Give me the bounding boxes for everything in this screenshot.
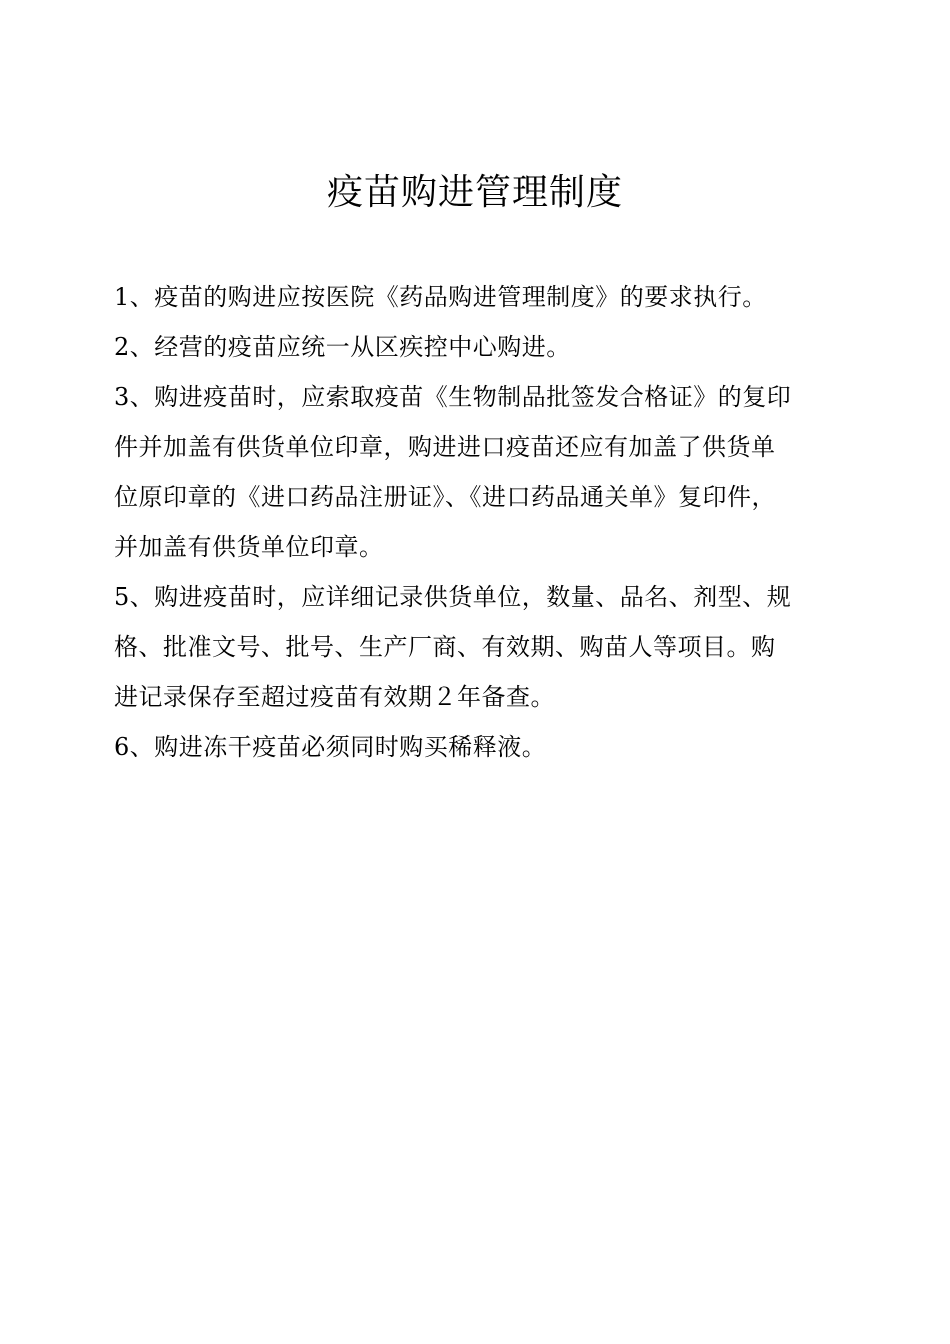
document-body (114, 272, 824, 772)
paragraph-3 (114, 372, 824, 572)
paragraph-line: 5、购进疫苗时，应详细记录供货单位，数量、品名、剂型、规 (114, 583, 792, 611)
paragraph-line: 进记录保存至超过疫苗有效期２年备查。 (114, 683, 555, 711)
paragraph-line: 并加盖有供货单位印章。 (114, 533, 384, 561)
paragraph-line: 2、经营的疫苗应统一从区疾控中心购进。 (114, 333, 571, 361)
paragraph-line: 6、购进冻干疫苗必须同时购买稀释液。 (114, 733, 547, 761)
paragraph-line: 3、购进疫苗时，应索取疫苗《生物制品批签发合格证》的复印 (114, 383, 792, 411)
paragraph-2 (114, 322, 824, 372)
paragraph-6 (114, 722, 824, 772)
paragraph-1 (114, 272, 824, 322)
paragraph-line: 格、批准文号、批号、生产厂商、有效期、购苗人等项目。购 (114, 633, 776, 661)
paragraph-line: 件并加盖有供货单位印章，购进进口疫苗还应有加盖了供货单 (114, 433, 776, 461)
paragraph-line: 1、疫苗的购进应按医院《药品购进管理制度》的要求执行。 (114, 283, 767, 311)
document-title: 疫苗购进管理制度 (326, 172, 623, 213)
paragraph-line: 位原印章的《进口药品注册证》、《进口药品通关单》复印件， (114, 483, 776, 511)
paragraph-5 (114, 572, 824, 722)
